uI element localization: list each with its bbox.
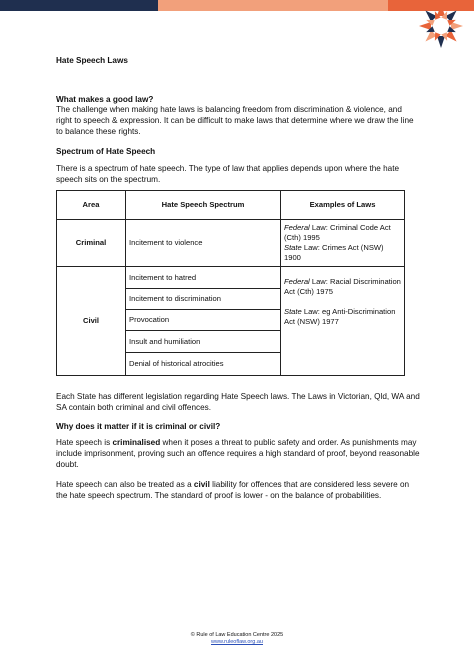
law-entry: Federal Law: Criminal Code Act (Cth) 1995 <box>284 223 391 242</box>
header-area: Area <box>57 191 126 220</box>
table-header-row <box>57 191 405 220</box>
table-row-civil <box>57 267 405 289</box>
header-laws: Examples of Laws <box>281 191 405 220</box>
criminal-laws-cell <box>281 220 405 267</box>
table-row-criminal <box>57 220 405 267</box>
spectrum-item: Provocation <box>126 310 281 331</box>
why-heading: Why does it matter if it is criminal or civil? <box>56 422 221 431</box>
spectrum-item: Denial of historical atrocities <box>126 353 281 376</box>
spectrum-item: Incitement to hatred <box>126 267 281 289</box>
spectrum-heading: Spectrum of Hate Speech <box>56 147 156 156</box>
spectrum-item: Incitement to violence <box>126 220 281 267</box>
law-entry: State Law: eg Anti-Discrimination Act (NSW) 1977 <box>284 307 396 326</box>
spectrum-paragraph: There is a spectrum of hate speech. The type of law that applies depends upon where the hate speech sits on the spectrum. <box>56 164 400 184</box>
spectrum-item: Insult and humiliation <box>126 331 281 353</box>
footer-copyright: © Rule of Law Education Centre 2025 <box>190 632 284 638</box>
criminal-paragraph: Hate speech is criminalised when it poses a threat to public safety and order. As punishments may include imprisonment, proving such an offence requires a high standard of proof, beyond reasonable doubt. <box>56 438 420 469</box>
spectrum-item: Incitement to discrimination <box>126 289 281 310</box>
document-title: Hate Speech Laws <box>56 56 128 65</box>
header-spectrum: Hate Speech Spectrum <box>126 191 281 220</box>
footer <box>0 632 474 646</box>
rule-of-law-logo <box>416 0 466 56</box>
states-paragraph: Each State has different legislation regarding Hate Speech laws. The Laws in Victorian, Qld, WA and SA contain both criminal and civil offences. <box>56 392 420 412</box>
area-criminal: Criminal <box>57 220 126 267</box>
good-law-paragraph: The challenge when making hate laws is balancing freedom from discrimination & violence, and right to speech & expression. It can be difficult to make laws that determine where we draw the line to balance these rights. <box>56 105 414 136</box>
law-entry: State Law: Crimes Act (NSW) 1900 <box>284 243 384 262</box>
law-entry: Federal Law: Racial Discrimination Act (Cth) 1975 <box>284 277 401 296</box>
area-civil: Civil <box>57 267 126 376</box>
civil-laws-cell <box>281 267 405 376</box>
hate-speech-table <box>56 190 405 376</box>
good-law-heading: What makes a good law? <box>56 95 154 104</box>
top-color-bar <box>0 0 474 11</box>
navy-bar-segment <box>0 0 158 11</box>
civil-paragraph: Hate speech can also be treated as a civil liability for offences that are considered less severe on the hate speech spectrum. The standard of proof is lower - on the balance of probabilities. <box>56 480 410 500</box>
peach-bar-segment <box>158 0 388 11</box>
footer-website-link[interactable]: www.ruleoflaw.org.au <box>211 639 263 645</box>
